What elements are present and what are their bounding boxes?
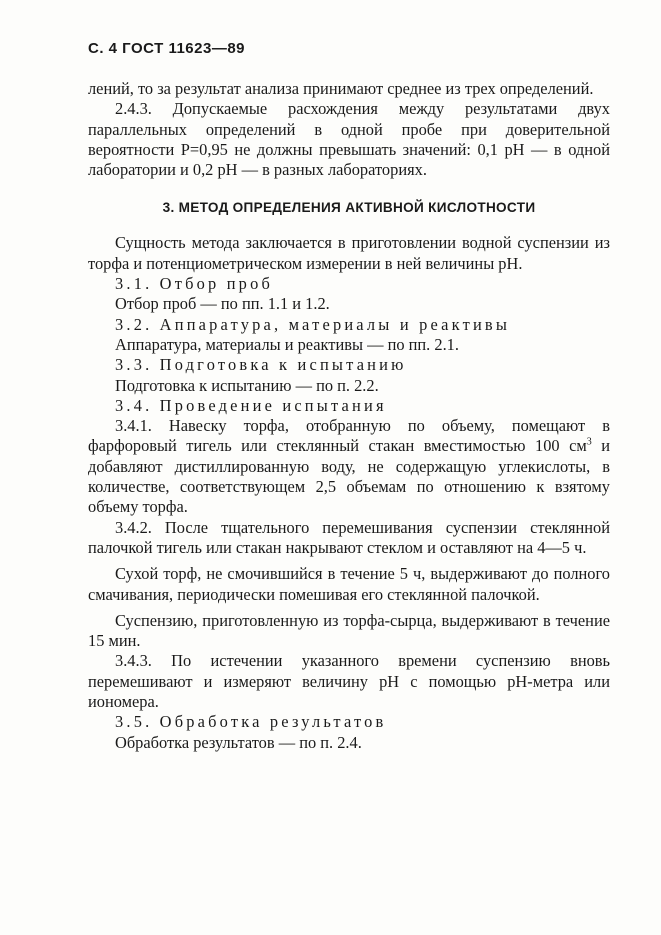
paragraph-3-4-1 bbox=[88, 416, 610, 517]
paragraph-3-4-1-part-b: и добавляют дистиллированную воду, не содержащую углекислоты, в количестве, соответствующем 2,5 объемам по отношению к взятому объему торфа. bbox=[88, 436, 610, 517]
paragraph-continuation: лений, то за результат анализа принимают среднее из трех определений. bbox=[88, 79, 594, 98]
text-3-2: Аппаратура, материалы и реактивы — по пп. 2.1. bbox=[115, 334, 459, 354]
paragraph-dry-peat: Сухой торф, не смочившийся в течение 5 ч, выдерживают до полного смачивания, периодически помешивая его стеклянной палочкой. bbox=[88, 564, 610, 604]
paragraph-3-4-1-part-a: 3.4.1. Навеску торфа, отобранную по объему, помещают в фарфоровый тигель или стеклянный стакан вместимостью 100 см bbox=[88, 416, 610, 456]
paragraph-3-4-3: 3.4.3. По истечении указанного времени суспензию вновь перемешивают и измеряют величину pH с помощью pH-метра или иономера. bbox=[88, 651, 610, 712]
paragraph-2-4-3: 2.4.3. Допускаемые расхождения между результатами двух параллельных определений в одной пробе при доверительной вероятности P=0,95 не должны превышать значений: 0,1 pH — в одной лаборатории и 0,2 pH — в разных лабораториях. bbox=[88, 99, 610, 180]
heading-3-1: 3.1. Отбор проб bbox=[115, 274, 274, 294]
heading-3-5: 3.5. Обработка результатов bbox=[115, 712, 387, 732]
document-page bbox=[88, 40, 610, 753]
heading-3-4: 3.4. Проведение испытания bbox=[115, 395, 387, 415]
section-title: 3. МЕТОД ОПРЕДЕЛЕНИЯ АКТИВНОЙ КИСЛОТНОСТИ bbox=[162, 200, 536, 216]
paragraph-method-essence: Сущность метода заключается в приготовлении водной суспензии из торфа и потенциометрическом измерении в ней величины pH. bbox=[88, 233, 610, 273]
heading-3-3: 3.3. Подготовка к испытанию bbox=[115, 355, 407, 375]
heading-3-2: 3.2. Аппаратура, материалы и реактивы bbox=[115, 314, 511, 334]
text-3-5: Обработка результатов — по п. 2.4. bbox=[115, 732, 362, 752]
paragraph-3-4-2: 3.4.2. После тщательного перемешивания суспензии стеклянной палочкой тигель или стакан накрывают стеклом и оставляют на 4—5 ч. bbox=[88, 517, 610, 557]
text-3-3: Подготовка к испытанию — по п. 2.2. bbox=[115, 375, 379, 395]
text-3-1: Отбор проб — по пп. 1.1 и 1.2. bbox=[115, 294, 330, 314]
paragraph-raw-peat: Суспензию, приготовленную из торфа-сырца, выдерживают в течение 15 мин. bbox=[88, 610, 610, 651]
cubic-superscript: 3 bbox=[586, 436, 592, 448]
page-header: С. 4 ГОСТ 11623—89 bbox=[88, 40, 246, 57]
